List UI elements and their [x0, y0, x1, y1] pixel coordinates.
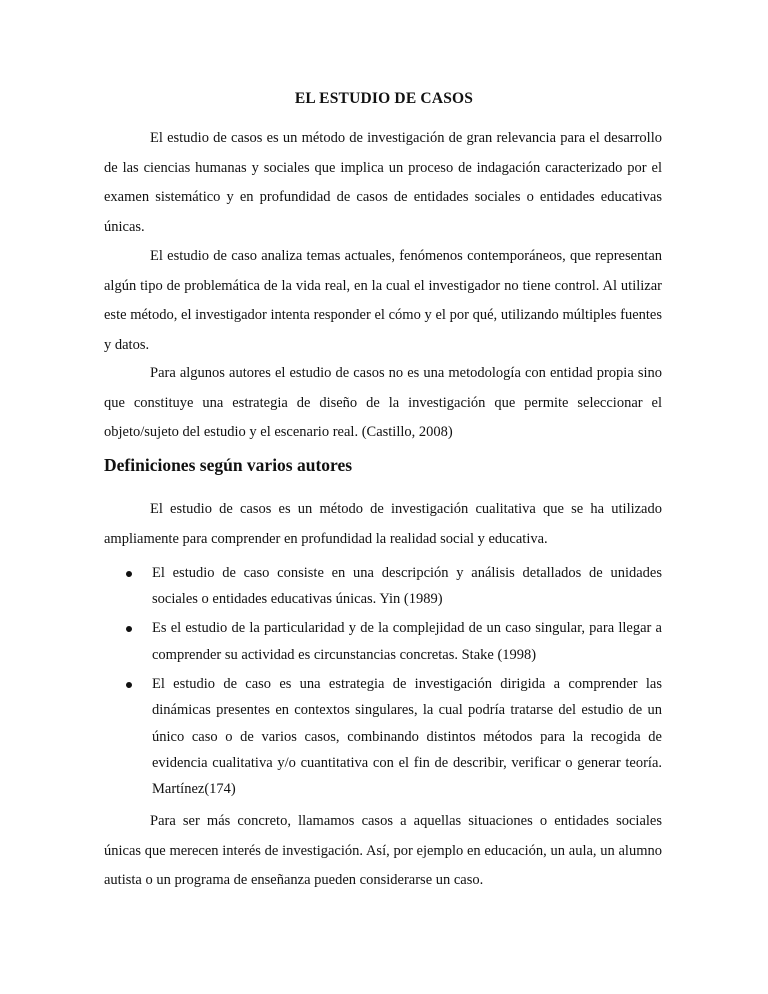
paragraph-intro: El estudio de casos es un método de investigación de gran relevancia para el desarrollo de las ciencias humanas y sociales que implica un proceso de indagación caracterizado por el examen sistemático y en profundidad de casos de entidades sociales o entidades educativas únicas. — [104, 130, 662, 235]
bullet-icon — [126, 682, 132, 688]
paragraph-section-intro: El estudio de casos es un método de investigación cualitativa que se ha utilizado ampliamente para comprender en profundidad la realidad social y educativa. — [104, 501, 662, 547]
section-heading: Definiciones según varios autores — [104, 455, 353, 475]
definition-stake: Es el estudio de la particularidad y de la complejidad de un caso singular, para llegar a comprender su actividad es circunstancias concretas. Stake (1998) — [152, 620, 662, 663]
paragraph-closing: Para ser más concreto, llamamos casos a aquellas situaciones o entidades sociales únicas que merecen interés de investigación. Así, por ejemplo en educación, un aula, un alumno autista o un programa de enseñanza pueden considerarse un caso. — [104, 813, 662, 888]
list-item — [104, 615, 662, 668]
list-item — [104, 671, 662, 803]
bullet-icon — [126, 626, 132, 632]
definition-martinez: El estudio de caso es una estrategia de investigación dirigida a comprender las dinámicas presentes en contextos singulares, la cual podría tratarse del estudio de un único caso o de varios casos, combinando distintos métodos para la recogida de evidencia cualitativa y/o cuantitativa con el fin de describir, verificar o generar teoría. Martínez(174) — [152, 675, 662, 798]
paragraph-design-strategy: Para algunos autores el estudio de casos no es una metodología con entidad propia sino que constituye una estrategia de diseño de la investigación que permite seleccionar el objeto/sujeto del estudio y el escenario real. (Castillo, 2008) — [104, 365, 662, 440]
document-title: EL ESTUDIO DE CASOS — [294, 90, 474, 107]
definition-yin: El estudio de caso consiste en una descripción y análisis detallados de unidades sociales o entidades educativas únicas. Yin (1989) — [152, 565, 662, 608]
bullet-icon — [126, 571, 132, 577]
list-item — [104, 560, 662, 613]
paragraph-case-analysis: El estudio de caso analiza temas actuales, fenómenos contemporáneos, que representan algún tipo de problemática de la vida real, en la cual el investigador no tiene control. Al utilizar este método, el investigador intenta responder el cómo y el por qué, utilizando múltiples fuentes y datos. — [104, 248, 662, 353]
definitions-list — [104, 560, 662, 805]
